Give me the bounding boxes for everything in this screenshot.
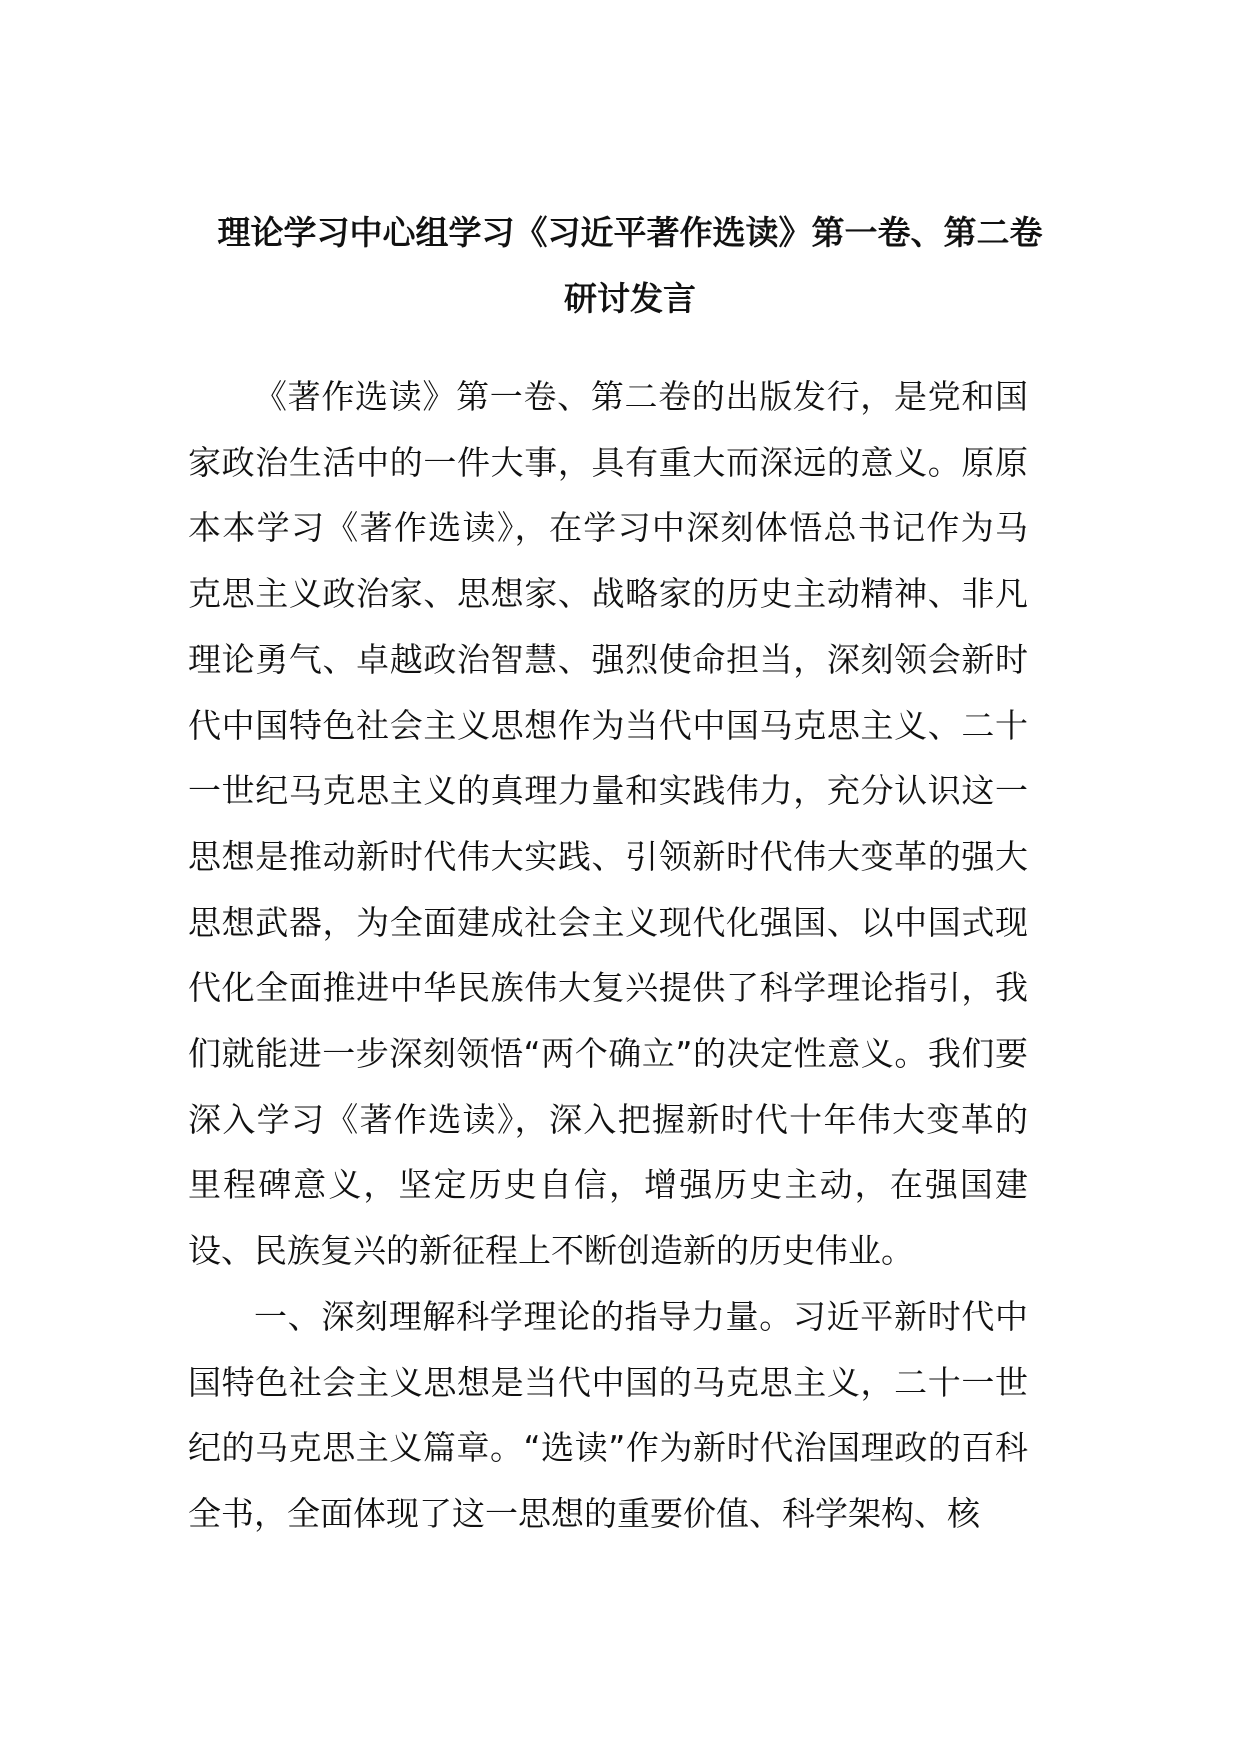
- paragraph-intro: 《著作选读》第一卷、第二卷的出版发行，是党和国家政治生活中的一件大事，具有重大而深远的意义。原原本本学习《著作选读》，在学习中深刻体悟总书记作为马克思主义政治家、思想家、战略家的历史主动精神、非凡理论勇气、卓越政治智慧、强烈使命担当，深刻领会新时代中国特色社会主义思想作为当代中国马克思主义、二十一世纪马克思主义的真理力量和实践伟力，充分认识这一思想是推动新时代伟大实践、引领新时代伟大变革的强大思想武器，为全面建成社会主义现代化强国、以中国式现代化全面推进中华民族伟大复兴提供了科学理论指引，我们就能进一步深刻领悟“两个确立”的决定性意义。我们要深入学习《著作选读》，深入把握新时代十年伟大变革的里程碑意义，坚定历史自信，增强历史主动，在强国建设、民族复兴的新征程上不断创造新的历史伟业。: [188, 377, 1028, 1271]
- title-line-1: 理论学习中心组学习《习近平著作选读》第一卷、第二卷: [217, 213, 1043, 252]
- document-body: [188, 364, 1028, 1547]
- paragraph-section-1: 一、深刻理解科学理论的指导力量。习近平新时代中国特色社会主义思想是当代中国的马克思主义，二十一世纪的马克思主义篇章。“选读”作为新时代治国理政的百科全书，全面体现了这一思想的重要价值、科学架构、核: [188, 1296, 1028, 1533]
- document-title: [190, 200, 1070, 332]
- title-line-2: 研讨发言: [564, 279, 696, 318]
